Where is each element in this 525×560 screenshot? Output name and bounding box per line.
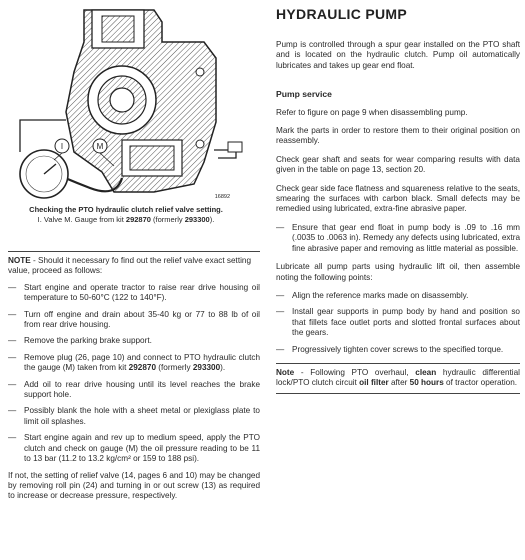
- end-float-list: [276, 223, 520, 254]
- note-emphasis: 50 hours: [409, 378, 444, 388]
- list-item: — Progressively tighten cover screws to the specified torque.: [276, 345, 520, 355]
- figure-relief-valve-check: [4, 2, 248, 202]
- step-item: — Start engine and operate tractor to raise rear drive housing oil temperature to 50-60°C (122 to 140°F).: [8, 283, 260, 304]
- note-text: of tractor operation.: [443, 378, 518, 388]
- service-paragraph: Check gear side face flatness and squareness relative to the seats, smearing the surfaces with carbon black. Small defects may be remedied using lubricated, extra-fine abrasive paper.: [276, 183, 520, 214]
- step-item: — Remove the parking brake support.: [8, 336, 260, 346]
- step-item: — Start engine again and rev up to medium speed, apply the PTO clutch and check on gauge (M) the oil pressure reading to be 11 to 13 bar (11.2 to 13.2 kg/cm² or 159 to 188 psi).: [8, 433, 260, 464]
- step4-end: ).: [220, 363, 226, 373]
- note-text: hydraulic differential lock/PTO clutch circuit: [276, 367, 520, 388]
- assembly-paragraph: Lubricate all pump parts using hydraulic lift oil, then assemble noting the following points:: [276, 262, 520, 282]
- note-emphasis: clean: [415, 367, 437, 377]
- callout-valve-i: I: [60, 142, 64, 151]
- note-emphasis: oil filter: [359, 378, 389, 388]
- figure-ref-number: 16892: [214, 194, 230, 200]
- step-item: — Possibly blank the hole with a sheet metal or plexiglass plate to limit oil splashes.: [8, 406, 260, 427]
- section-divider: [8, 251, 260, 252]
- note-divider: [276, 363, 520, 364]
- caption-end: ).: [209, 215, 215, 224]
- hydraulic-pump-section: [276, 40, 520, 402]
- note-label: Note: [276, 367, 295, 377]
- service-heading: Pump service: [276, 89, 332, 100]
- figure-caption: [0, 205, 252, 225]
- overhaul-note: [276, 368, 520, 394]
- page-title: HYDRAULIC PUMP: [276, 6, 407, 22]
- note-text: - Should it necessary fo find out the relief valve exact setting value, proceed as follows:: [8, 256, 252, 276]
- callout-gauge-m: M: [96, 142, 104, 151]
- caption-detail: [0, 215, 252, 225]
- caption-kit-number: 292870: [125, 215, 151, 224]
- step4-mid: (formerly: [156, 363, 193, 373]
- step-item: — Turn off engine and drain about 35-40 kg or 77 to 88 lb of oil from rear drive housing.: [8, 310, 260, 331]
- service-paragraph: Check gear shaft and seats for wear comparing results with data given in the table on page 13, section 20.: [276, 154, 520, 175]
- procedure-steps: [8, 283, 260, 465]
- list-item: — Ensure that gear end float in pump body is .09 to .16 mm (.0035 to .0063 in). Remedy any defects using lubricated, extra fine abrasive paper and removing as little material as possible.: [276, 223, 520, 254]
- step-item: — Add oil to rear drive housing until its level reaches the brake support hole.: [8, 380, 260, 401]
- intro-paragraph: Pump is controlled through a spur gear installed on the PTO shaft and is located on the hydraulic clutch. Pump oil automatically lubricates and takes up gear end float.: [276, 40, 520, 70]
- caption-detail-text: I. Valve M. Gauge from kit: [37, 215, 126, 224]
- list-item: — Align the reference marks made on disassembly.: [276, 291, 520, 301]
- assembly-points: [276, 291, 520, 355]
- step4-kit-number: 292870: [128, 363, 156, 373]
- step4-text: Remove plug (26, page 10) and connect to PTO hydraulic clutch the gauge (M) taken from kit: [24, 352, 260, 373]
- caption-title: Checking the PTO hydraulic clutch relief valve setting.: [29, 205, 223, 214]
- note-text: - Following PTO overhaul,: [294, 367, 416, 377]
- caption-formerly-text: (formerly: [150, 215, 185, 224]
- step-item: [8, 353, 260, 374]
- note-text: after: [388, 378, 410, 388]
- service-paragraph: Refer to figure on page 9 when disassembling pump.: [276, 107, 468, 117]
- service-paragraph: Mark the parts in order to restore them to their original position on reassembly.: [276, 126, 520, 146]
- list-item: — Install gear supports in pump body by hand and position so that fillets face outlet ports and slotted frontal surfaces about the gears.: [276, 307, 520, 338]
- step4-formerly-number: 293300: [192, 363, 221, 373]
- figure-drawing: [4, 2, 248, 202]
- note-paragraph: [8, 256, 260, 277]
- note-label: NOTE: [8, 256, 31, 265]
- caption-formerly-number: 293300: [184, 215, 210, 224]
- relief-valve-procedure: [8, 256, 260, 508]
- closing-paragraph: If not, the setting of relief valve (14, pages 6 and 10) may be changed by removing roll pin (24) and turning in or out screw (13) as required to increase or decrease pressure, respectively.: [8, 470, 260, 501]
